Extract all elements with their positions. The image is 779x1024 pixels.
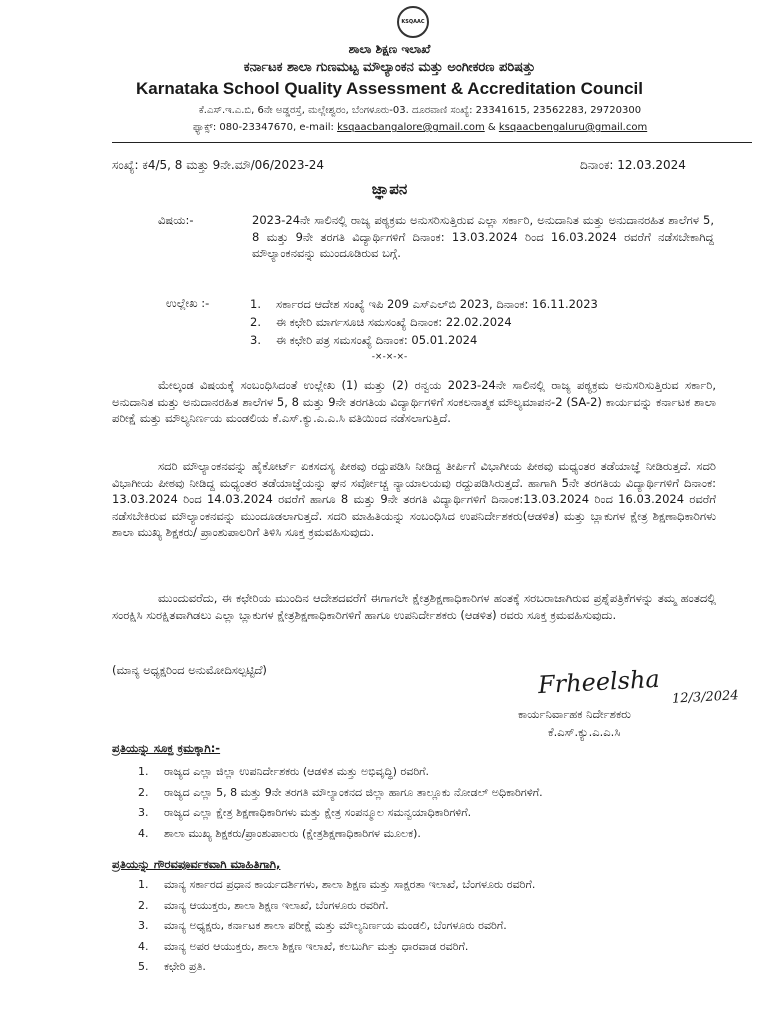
list-item: 5. ಕಛೇರಿ ಪ್ರತಿ. <box>138 960 206 973</box>
council-address: ಕೆ.ಎಸ್.ಇ.ಎ.ಬಿ, 6ನೇ ಅಡ್ಡರಸ್ತೆ, ಮಲ್ಲೇಶ್ವರಂ, ಬೆಂಗಳೂರು-03. ದೂರವಾಣಿ ಸಂಖ್ಯೆ: 23341615, 23562283, 29720300 <box>198 105 642 116</box>
list-item: 4. ಶಾಲಾ ಮುಖ್ಯ ಶಿಕ್ಷಕರು/ಪ್ರಾಂಶುಪಾಲರು (ಕ್ಷೇತ್ರಶಿಕ್ಷಣಾಧಿಕಾರಿಗಳ ಮೂಲಕ). <box>138 826 421 840</box>
memo-title: ಜ್ಞಾಪನ <box>371 180 408 198</box>
council-contact <box>70 122 770 133</box>
list-item: 4. ಮಾನ್ಯ ಅಪರ ಆಯುಕ್ತರು, ಶಾಲಾ ಶಿಕ್ಷಣ ಇಲಾಖೆ, ಕಲಬುರ್ಗಿ ಮತ್ತು ಧಾರವಾಡ ರವರಿಗೆ. <box>138 939 469 953</box>
seal-text: KSQAAC <box>401 19 425 25</box>
fax-label: ಫ್ಯಾಕ್ಸ್: 080-23347670, e-mail: <box>192 122 338 133</box>
council-seal <box>397 6 429 38</box>
email-separator: & <box>484 122 499 133</box>
copies-action-list <box>138 762 543 844</box>
reference-number: ಸಂಖ್ಯೆ: ಕ4/5, 8 ಮತ್ತು 9ನೇ.ಮೌ/06/2023-24 <box>112 158 325 172</box>
list-item: 3. ರಾಜ್ಯದ ಎಲ್ಲಾ ಕ್ಷೇತ್ರ ಶಿಕ್ಷಣಾಧಿಕಾರಿಗಳು ಮತ್ತು ಕ್ಷೇತ್ರ ಸಂಪನ್ಮೂಲ ಸಮನ್ವಯಾಧಿಕಾರಿಗಳಿಗೆ. <box>138 806 472 819</box>
body-paragraph-2: ಸದರಿ ಮೌಲ್ಯಾಂಕನವನ್ನು ಹೈಕೋರ್ಟ್ ಏಕಸದಸ್ಯ ಪೀಠವು ರದ್ದುಪಡಿಸಿ ನೀಡಿದ್ದ ತೀರ್ಪಿಗೆ ವಿಭಾಗೀಯ ಪೀಠವು ಮಧ್ಯಂತರ ತಡೆಯಾಜ್ಞೆ ನೀಡಿರುತ್ತದೆ. ಸದರಿ ವಿಭಾಗೀಯ ಪೀಠವು ನೀಡಿದ್ದ ಮಧ್ಯಂತರ ತಡೆಯಾಜ್ಞೆಯನ್ನು ಘನ ಸರ್ವೋಚ್ಚ ನ್ಯಾಯಾಲಯವು ರದ್ದುಪಡಿಸಿರುತ್ತದೆ. ಹಾಗಾಗಿ 5ನೇ ತರಗತಿಯ ವಿದ್ಯಾರ್ಥಿಗಳಿಗೆ ದಿನಾಂಕ: 13.03.2024 ರಿಂದ 14.03.2024 ರವರೆಗೆ ಹಾಗೂ 8 ಮತ್ತು 9ನೇ ತರಗತಿ ವಿದ್ಯಾರ್ಥಿಗಳಿಗೆ ದಿನಾಂಕ:13.03.2024 ರಿಂದ 16.03.2024 ರವರೆಗೆ ನಡೆಸಬೇಕಿರುವ ಮೌಲ್ಯಾಂಕನವನ್ನು ಮುಂದೂಡಲಾಗುತ್ತದೆ. ಸದರಿ ಮಾಹಿತಿಯನ್ನು ಸಂಬಂಧಿಸಿದ ಉಪನಿರ್ದೇಶಕರು(ಆಡಳಿತ) ಮತ್ತು ಬ್ಲಾಕುಗಳ ಕ್ಷೇತ್ರ ಶಿಕ್ಷಣಾಧಿಕಾರಿಗಳು ಶಾಲಾ ಮುಖ್ಯ ಶಿಕ್ಷಕರು/ ಪ್ರಾಂಶುಪಾಲರಿಗೆ ತಿಳಿಸಿ ಸೂಕ್ತ ಕ್ರಮವಹಿಸುವುದು. <box>112 459 716 539</box>
copies-info-heading: ಪ್ರತಿಯನ್ನು ಗೌರವಪೂರ್ವಕವಾಗಿ ಮಾಹಿತಿಗಾಗಿ, <box>112 857 281 871</box>
approval-note: (ಮಾನ್ಯ ಅಧ್ಯಕ್ಷರಿಂದ ಅನುಮೋದಿಸಲ್ಪಟ್ಟಿದೆ) <box>112 663 267 677</box>
list-item: 1. ಮಾನ್ಯ ಸರ್ಕಾರದ ಪ್ರಧಾನ ಕಾರ್ಯದರ್ಶಿಗಳು, ಶಾಲಾ ಶಿಕ್ಷಣ ಮತ್ತು ಸಾಕ್ಷರತಾ ಇಲಾಖೆ, ಬೆಂಗಳೂರು ರವರಿಗೆ. <box>138 878 536 891</box>
section-separator: -×-×-×- <box>371 352 408 362</box>
list-item: 2. ರಾಜ್ಯದ ಎಲ್ಲಾ 5, 8 ಮತ್ತು 9ನೇ ತರಗತಿ ಮೌಲ್ಯಾಂಕನದ ಜಿಲ್ಲಾ ಹಾಗೂ ತಾಲ್ಲೂಕು ನೋಡಲ್ ಅಧಿಕಾರಿಗಳಿಗೆ. <box>138 785 543 799</box>
subject-text: 2023-24ನೇ ಸಾಲಿನಲ್ಲಿ ರಾಜ್ಯ ಪಠ್ಯಕ್ರಮ ಅನುಸರಿಸುತ್ತಿರುವ ಎಲ್ಲಾ ಸರ್ಕಾರಿ, ಅನುದಾನಿತ ಮತ್ತು ಅನುದಾನರಹಿತ ಶಾಲೆಗಳ 5, 8 ಮತ್ತು 9ನೇ ತರಗತಿ ವಿದ್ಯಾರ್ಥಿಗಳಿಗೆ ದಿನಾಂಕ: 13.03.2024 ರಿಂದ 16.03.2024 ರವರೆಗೆ ನಡೆಸಬೇಕಾಗಿದ್ದ ಮೌಲ್ಯಾಂಕನವನ್ನು ಮುಂದೂಡಿರುವ ಬಗ್ಗೆ. <box>252 213 714 260</box>
list-item: 3. ಮಾನ್ಯ ಅಧ್ಯಕ್ಷರು, ಕರ್ನಾಟಕ ಶಾಲಾ ಪರೀಕ್ಷೆ ಮತ್ತು ಮೌಲ್ಯನಿರ್ಣಯ ಮಂಡಲಿ, ಬೆಂಗಳೂರು ರವರಿಗೆ. <box>138 919 507 932</box>
department-name: ಶಾಲಾ ಶಿಕ್ಷಣ ಇಲಾಖೆ <box>348 42 431 56</box>
list-item: 1. ರಾಜ್ಯದ ಎಲ್ಲಾ ಜಿಲ್ಲಾ ಉಪನಿರ್ದೇಶಕರು (ಆಡಳಿತ ಮತ್ತು ಅಭಿವೃದ್ಧಿ) ರವರಿಗೆ. <box>138 765 430 778</box>
subject-label: ವಿಷಯ:- <box>158 213 194 227</box>
email-link-1[interactable]: ksqaacbangalore@gmail.com <box>337 122 485 133</box>
memo-date: ದಿನಾಂಕ: 12.03.2024 <box>580 158 686 172</box>
body-paragraph-1: ಮೇಲ್ಕಂಡ ವಿಷಯಕ್ಕೆ ಸಂಬಂಧಿಸಿದಂತೆ ಉಲ್ಲೇಖ (1) ಮತ್ತು (2) ರನ್ವಯ 2023-24ನೇ ಸಾಲಿನಲ್ಲಿ ರಾಜ್ಯ ಪಠ್ಯಕ್ರಮ ಅನುಸರಿಸುತ್ತಿರುವ ಸರ್ಕಾರಿ, ಅನುದಾನಿತ ಮತ್ತು ಅನುದಾನರಹಿತ ಶಾಲೆಗಳ 5, 8 ಮತ್ತು 9ನೇ ತರಗತಿಯ ವಿದ್ಯಾರ್ಥಿಗಳಿಗೆ ಸಂಕಲನಾತ್ಮಕ ಮೌಲ್ಯಮಾಪನ-2 (SA-2) ಕಾರ್ಯವನ್ನು ಕರ್ನಾಟಕ ಶಾಲಾ ಪರೀಕ್ಷೆ ಮತ್ತು ಮೌಲ್ಯನಿರ್ಣಯ ಮಂಡಲಿಯ ಕೆ.ಎಸ್.ಕ್ಯು.ಎ.ಎ.ಸಿ ವತಿಯಿಂದ ನಡೆಸಲಾಗುತ್ತಿದೆ. <box>112 378 716 425</box>
copies-action-heading: ಪ್ರತಿಯನ್ನು ಸೂಕ್ತ ಕ್ರಮಕ್ಕಾಗಿ:- <box>112 741 221 755</box>
signature-date: 12/3/2024 <box>671 688 740 707</box>
reference-item: 3. ಈ ಕಛೇರಿ ಪತ್ರ ಸಮಸಂಖ್ಯೆ ದಿನಾಂಕ: 05.01.2024 <box>250 333 478 347</box>
list-item: 2. ಮಾನ್ಯ ಆಯುಕ್ತರು, ಶಾಲಾ ಶಿಕ್ಷಣ ಇಲಾಖೆ, ಬೆಂಗಳೂರು ರವರಿಗೆ. <box>138 898 389 912</box>
references-label: ಉಲ್ಲೇಖ :- <box>166 296 210 310</box>
reference-item: 1. ಸರ್ಕಾರದ ಆದೇಶ ಸಂಖ್ಯೆ ಇಪಿ 209 ಎಸ್‌ಎಲ್‌ಬಿ 2023, ದಿನಾಂಕ: 16.11.2023 <box>250 297 598 311</box>
council-name-kannada: ಕರ್ನಾಟಕ ಶಾಲಾ ಗುಣಮಟ್ಟ ಮೌಲ್ಯಾಂಕನ ಮತ್ತು ಅಂಗೀಕರಣ ಪರಿಷತ್ತು <box>243 60 536 75</box>
copies-info-list <box>138 875 535 978</box>
reference-item: 2. ಈ ಕಛೇರಿ ಮಾರ್ಗಸೂಚಿ ಸಮಸಂಖ್ಯೆ ದಿನಾಂಕ: 22.02.2024 <box>250 315 512 329</box>
body-paragraph-3: ಮುಂದುವರೆದು, ಈ ಕಛೇರಿಯ ಮುಂದಿನ ಆದೇಶದವರೆಗೆ ಈಗಾಗಲೇ ಕ್ಷೇತ್ರಶಿಕ್ಷಣಾಧಿಕಾರಿಗಳ ಹಂತಕ್ಕೆ ಸರಬರಾಜಾಗಿರುವ ಪ್ರಶ್ನೆಪತ್ರಿಕೆಗಳನ್ನು ತಮ್ಮ ಹಂತದಲ್ಲಿ ಸಂರಕ್ಷಿಸಿ ಸುರಕ್ಷಿತವಾಗಿಡಲು ಎಲ್ಲಾ ಬ್ಲಾಕುಗಳ ಕ್ಷೇತ್ರಶಿಕ್ಷಣಾಧಿಕಾರಿಗಳಿಗೆ ಹಾಗೂ ಉಪನಿರ್ದೇಶಕರು (ಆಡಳಿತ) ರವರು ಸೂಕ್ತ ಕ್ರಮವಹಿಸುವುದು. <box>112 591 716 622</box>
header-divider <box>112 142 752 143</box>
council-name-english: Karnataka School Quality Assessment & Accreditation Council <box>136 79 643 98</box>
email-link-2[interactable]: ksqaacbengaluru@gmail.com <box>498 122 648 133</box>
signatory-designation: ಕಾರ್ಯನಿರ್ವಾಹಕ ನಿರ್ದೇಶಕರು <box>518 707 631 721</box>
references-list <box>250 295 598 349</box>
signatory-organization: ಕೆ.ಎಸ್.ಕ್ಯು.ಎ.ಎ.ಸಿ <box>548 725 621 739</box>
signature: Frheelsha <box>537 664 661 700</box>
